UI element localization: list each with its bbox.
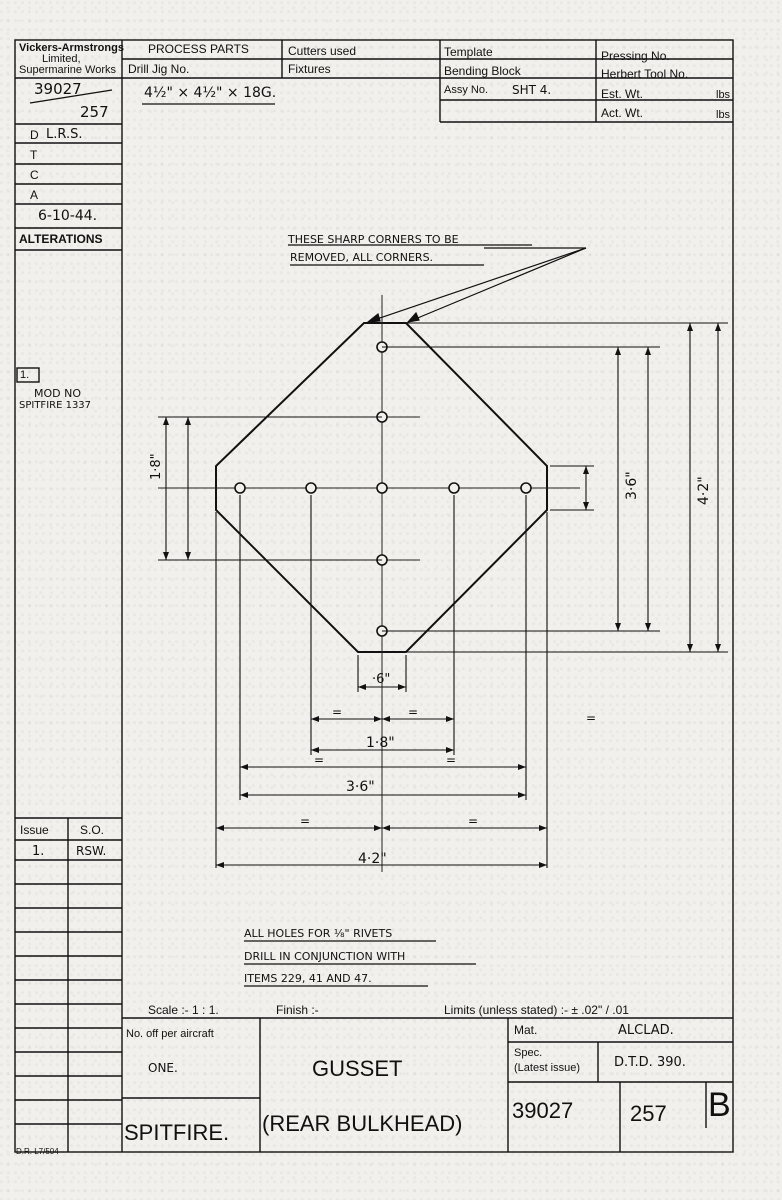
- so-header: S.O.: [80, 823, 105, 837]
- dim-4-2-horizontal: 4·2": [358, 851, 387, 867]
- blank-size: 4½" × 4½" × 18G.: [144, 85, 277, 101]
- company-name-line3: Supermarine Works: [19, 64, 116, 76]
- cutters-used-label: Cutters used: [288, 44, 357, 58]
- assy-no-label: Assy No.: [444, 84, 489, 96]
- dim-eq-marker: =: [586, 711, 597, 725]
- form-number: D.R. L7/504: [16, 1147, 59, 1156]
- est-wt-unit: lbs: [716, 89, 731, 101]
- template-label: Template: [444, 45, 493, 59]
- company-name-line2: Limited,: [42, 53, 81, 65]
- item-number-top: 257: [80, 103, 109, 121]
- act-wt-unit: lbs: [716, 109, 731, 121]
- process-parts-label: PROCESS PARTS: [148, 42, 249, 56]
- bending-block-label: Bending Block: [444, 64, 521, 78]
- so-value: RSW.: [76, 844, 107, 858]
- aircraft-name: SPITFIRE.: [124, 1120, 230, 1145]
- part-name: GUSSET: [312, 1056, 403, 1081]
- d-value: L.R.S.: [46, 127, 83, 142]
- material-value: ALCLAD.: [618, 1023, 674, 1038]
- spec-label: Spec.: [514, 1047, 543, 1059]
- assy-no-value: SHT 4.: [512, 83, 552, 97]
- dim-eq-42-left: =: [300, 814, 311, 828]
- drill-jig-label: Drill Jig No.: [128, 62, 190, 76]
- t-label: T: [30, 148, 38, 162]
- dim-eq-18-right: =: [408, 705, 419, 719]
- d-label: D: [30, 128, 39, 142]
- part-description: (REAR BULKHEAD): [262, 1111, 463, 1136]
- date-value: 6-10-44.: [38, 208, 98, 224]
- pressing-no-label: Pressing No.: [601, 49, 670, 63]
- dim-0-6: ·6": [372, 672, 391, 687]
- dim-3-6-vertical: 3·6": [624, 471, 640, 500]
- a-label: A: [30, 188, 39, 202]
- dim-eq-36-left: =: [314, 753, 325, 767]
- limits-label: Limits (unless stated) :- ± .02" / .01: [444, 1003, 629, 1017]
- mod-description: SPITFIRE 1337: [19, 400, 92, 411]
- fixtures-label: Fixtures: [288, 62, 331, 76]
- drawing-number-top: 39027: [34, 80, 82, 98]
- dim-1-8: 1·8": [366, 735, 395, 751]
- holes-note-line3: ITEMS 229, 41 AND 47.: [244, 972, 372, 985]
- holes-note-line2: DRILL IN CONJUNCTION WITH: [244, 950, 406, 963]
- dim-1-8-vertical: 1·8": [149, 453, 164, 480]
- mod-ref: 1.: [20, 369, 30, 381]
- item-number: 257: [630, 1101, 667, 1126]
- c-label: C: [30, 168, 39, 182]
- drawing-number: 39027: [512, 1098, 574, 1123]
- holes-note-line1: ALL HOLES FOR ⅛" RIVETS: [244, 927, 393, 940]
- dim-eq-18-left: =: [332, 705, 343, 719]
- spec-value: D.T.D. 390.: [614, 1055, 686, 1070]
- mod-no-label: MOD NO: [34, 387, 82, 400]
- dim-3-6: 3·6": [346, 779, 375, 795]
- alterations-label: ALTERATIONS: [19, 232, 103, 246]
- company-name-line1: Vickers-Armstrongs: [19, 42, 124, 54]
- dim-4-2-vertical: 4·2": [696, 476, 712, 505]
- revision-letter: B: [708, 1086, 731, 1124]
- spec-latest-label: (Latest issue): [514, 1062, 581, 1074]
- herbert-tool-label: Herbert Tool No.: [601, 67, 689, 81]
- no-off-value: ONE.: [148, 1061, 178, 1075]
- dim-eq-42-right: =: [468, 814, 479, 828]
- scale-label: Scale :- 1 : 1.: [148, 1003, 219, 1017]
- est-wt-label: Est. Wt.: [601, 87, 643, 101]
- corners-note-line1: THESE SHARP CORNERS TO BE: [288, 233, 459, 246]
- issue-header: Issue: [20, 823, 49, 837]
- rivet-holes: [235, 342, 531, 636]
- no-off-label: No. off per aircraft: [126, 1028, 214, 1040]
- act-wt-label: Act. Wt.: [601, 106, 643, 120]
- finish-label: Finish :-: [276, 1003, 319, 1017]
- issue-value: 1.: [32, 844, 45, 859]
- corners-note-line2: REMOVED, ALL CORNERS.: [290, 251, 434, 264]
- dim-eq-36-right: =: [446, 753, 457, 767]
- material-label: Mat.: [514, 1023, 538, 1037]
